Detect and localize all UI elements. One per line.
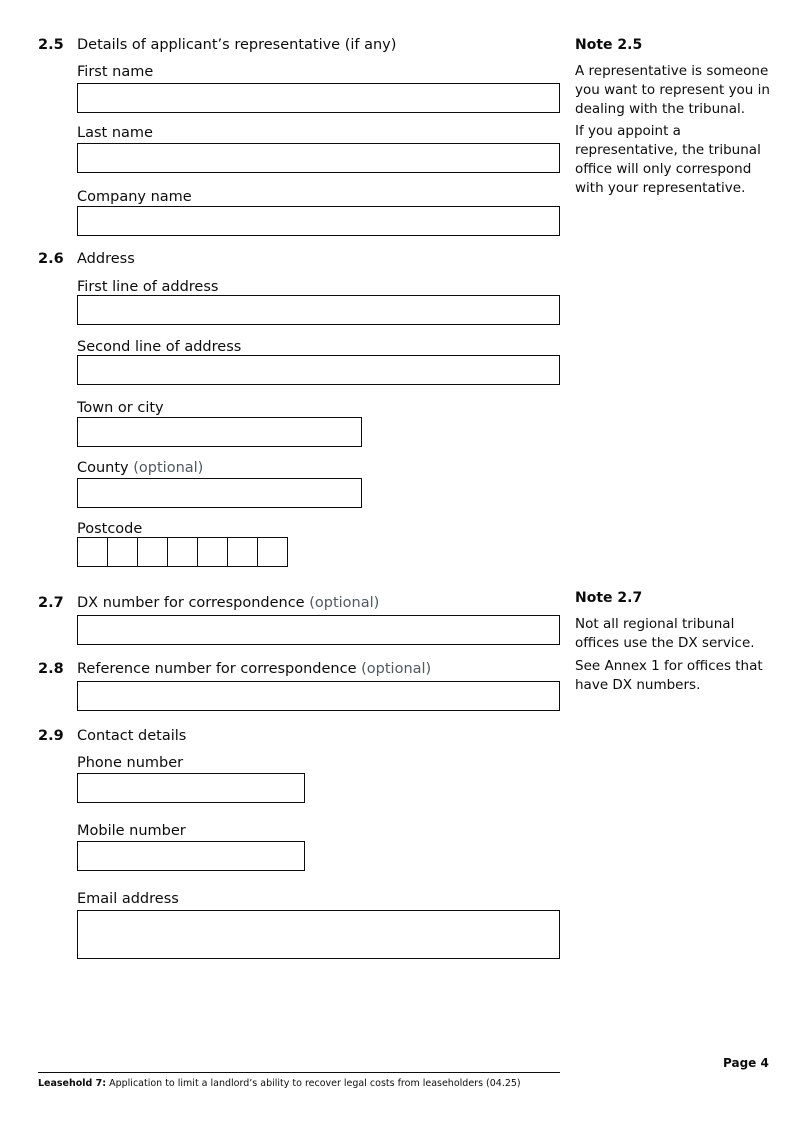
note-2-5-title: Note 2.5 <box>575 37 643 53</box>
postcode-cell[interactable] <box>257 537 288 567</box>
section-title-2-9: Contact details <box>77 728 187 744</box>
address-line2-field[interactable] <box>77 355 560 385</box>
county-field[interactable] <box>77 478 362 508</box>
note-2-5-paragraph-2: If you appoint a representative, the tribunal office will only correspond with your representative. <box>575 123 761 196</box>
reference-optional-text: (optional) <box>361 661 432 677</box>
postcode-cell[interactable] <box>137 537 168 567</box>
first-name-field[interactable] <box>77 83 560 113</box>
county-label-text: County <box>77 460 129 476</box>
address-line1-label: First line of address <box>77 279 219 295</box>
reference-number-label: Reference number for correspondence <box>77 661 357 677</box>
company-name-label: Company name <box>77 189 192 205</box>
last-name-field[interactable] <box>77 143 560 173</box>
footer-caption <box>38 1078 521 1089</box>
section-title-2-6: Address <box>77 251 135 267</box>
postcode-label: Postcode <box>77 521 143 537</box>
address-line2-label: Second line of address <box>77 339 242 355</box>
section-number-2-9: 2.9 <box>38 728 64 744</box>
postcode-cell[interactable] <box>77 537 108 567</box>
section-number-2-8: 2.8 <box>38 661 64 677</box>
postcode-cell[interactable] <box>107 537 138 567</box>
mobile-number-field[interactable] <box>77 841 305 871</box>
town-field[interactable] <box>77 417 362 447</box>
reference-number-field[interactable] <box>77 681 560 711</box>
email-address-label: Email address <box>77 891 179 907</box>
dx-optional-text: (optional) <box>309 595 380 611</box>
phone-number-label: Phone number <box>77 755 184 771</box>
section-title-2-5: Details of applicant’s representative (if any) <box>77 37 397 53</box>
footer-form-name: Leasehold 7: <box>38 1078 107 1089</box>
email-address-field[interactable] <box>77 910 560 959</box>
postcode-field <box>77 537 287 567</box>
section-title-2-7 <box>77 595 379 611</box>
county-optional-text: (optional) <box>133 460 204 476</box>
footer-description: Application to limit a landlord’s ability to recover legal costs from leaseholders (04.25) <box>109 1078 521 1089</box>
section-number-2-7: 2.7 <box>38 595 64 611</box>
company-name-field[interactable] <box>77 206 560 236</box>
note-2-7-paragraph-2: See Annex 1 for offices that have DX numbers. <box>575 658 763 693</box>
note-2-7-paragraph-1: Not all regional tribunal offices use the DX service. <box>575 616 755 651</box>
page-number: Page 4 <box>723 1056 769 1070</box>
last-name-label: Last name <box>77 125 153 141</box>
county-label <box>77 460 203 476</box>
first-name-label: First name <box>77 64 154 80</box>
note-2-5-paragraph-1: A representative is someone you want to represent you in dealing with the tribunal. <box>575 63 770 117</box>
footer-divider <box>38 1072 560 1073</box>
section-number-2-6: 2.6 <box>38 251 64 267</box>
town-label: Town or city <box>77 400 164 416</box>
note-2-7-title: Note 2.7 <box>575 590 643 606</box>
postcode-cell[interactable] <box>167 537 198 567</box>
address-line1-field[interactable] <box>77 295 560 325</box>
section-title-2-8 <box>77 661 431 677</box>
mobile-number-label: Mobile number <box>77 823 186 839</box>
phone-number-field[interactable] <box>77 773 305 803</box>
section-number-2-5: 2.5 <box>38 37 64 53</box>
dx-number-label: DX number for correspondence <box>77 595 305 611</box>
dx-number-field[interactable] <box>77 615 560 645</box>
postcode-cell[interactable] <box>197 537 228 567</box>
postcode-cell[interactable] <box>227 537 258 567</box>
